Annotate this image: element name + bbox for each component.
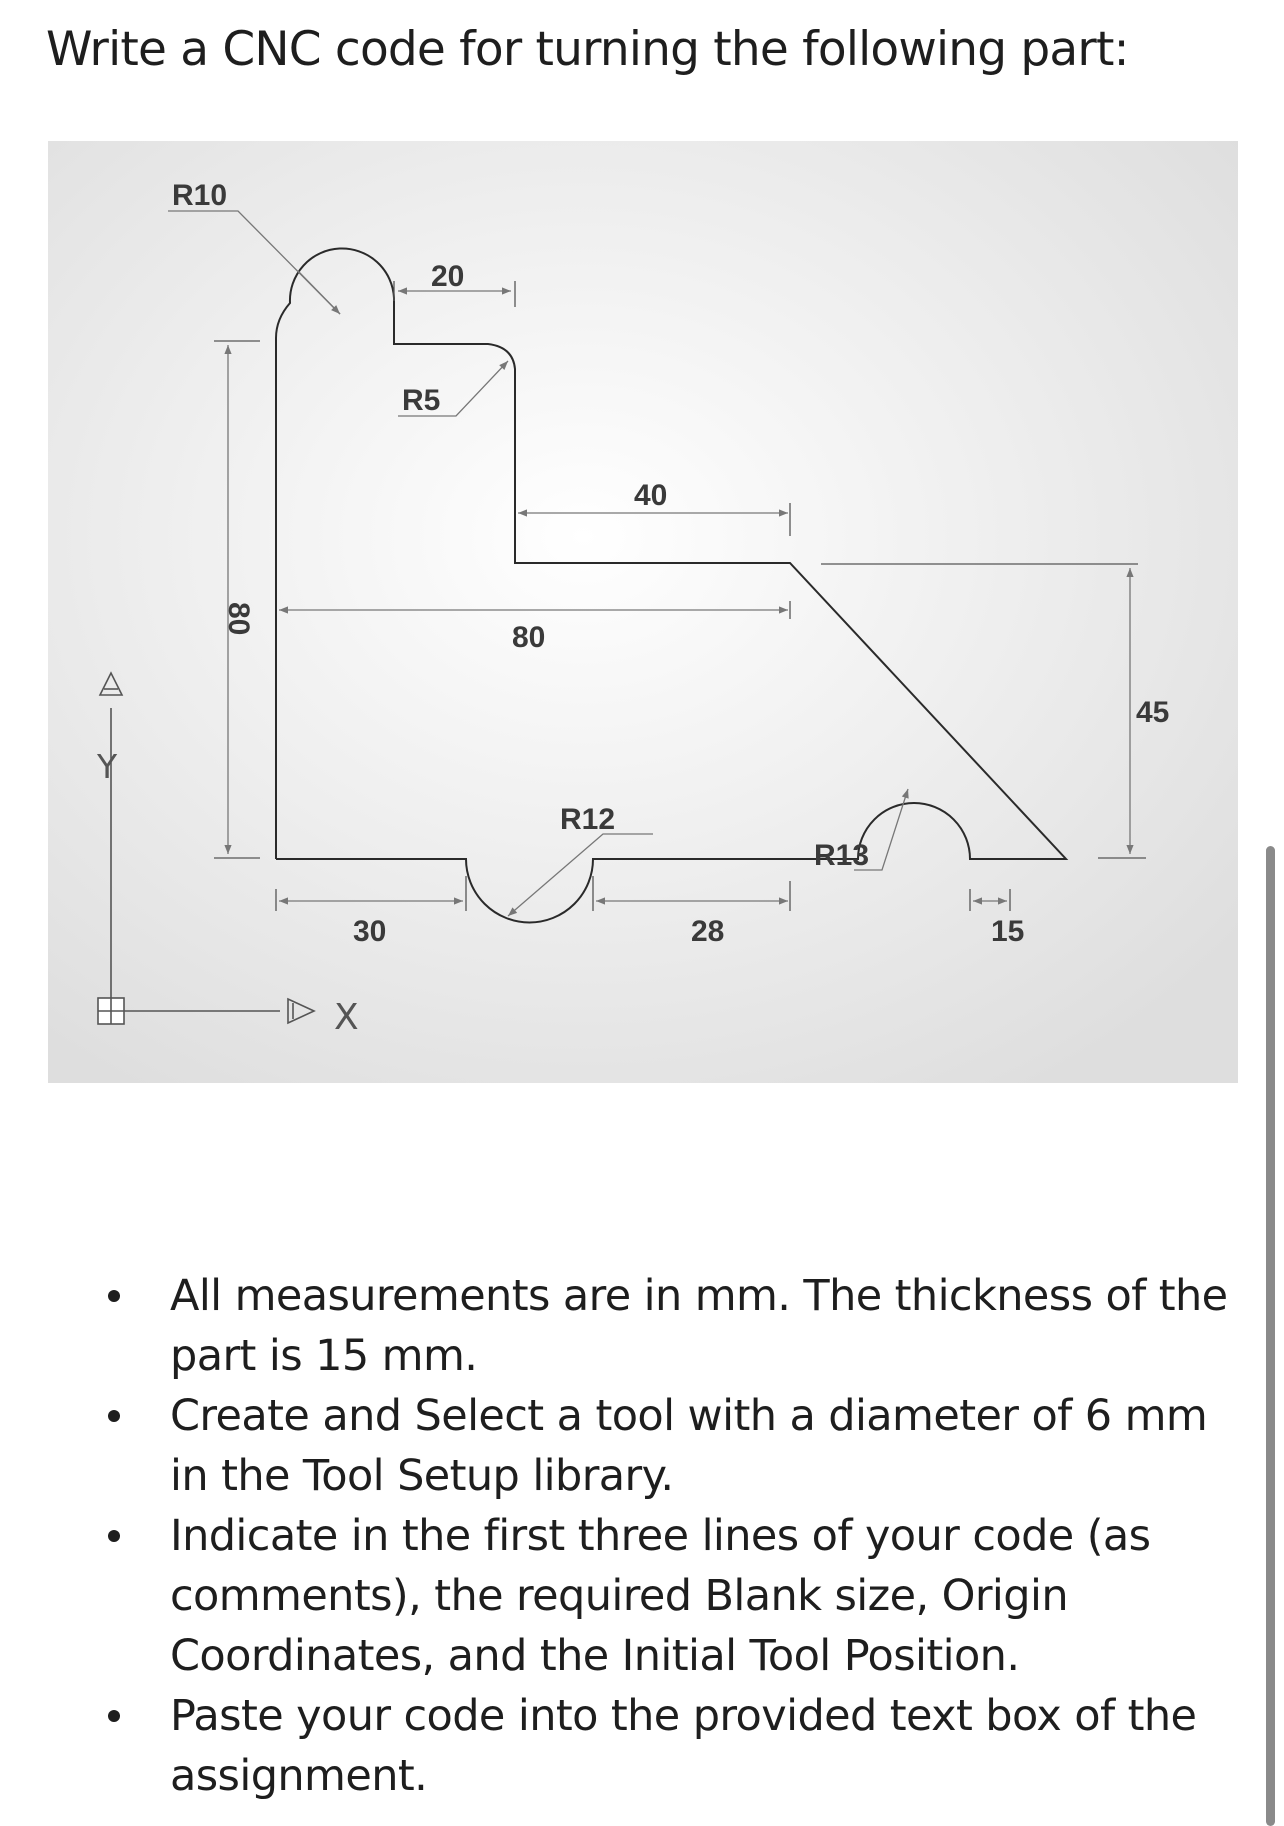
label-r10: R10: [172, 179, 228, 212]
instruction-text: Paste your code into the provided text box of the assignment.: [170, 1691, 1197, 1801]
label-r13: R13: [814, 839, 870, 872]
label-80-vertical: 80: [222, 602, 255, 636]
bullet-icon: [108, 1710, 120, 1722]
label-40: 40: [634, 479, 668, 512]
instruction-text: Indicate in the first three lines of your code (as comments), the required Blank size, Origin Coordinates, and the Initial Tool Position.: [170, 1511, 1151, 1681]
instruction-item: [108, 1506, 1248, 1686]
part-drawing: [48, 141, 1238, 1083]
scrollbar[interactable]: [1266, 846, 1275, 1826]
label-20: 20: [431, 260, 465, 293]
axis-label-x: X: [334, 997, 359, 1038]
label-15: 15: [991, 915, 1025, 948]
label-r5: R5: [402, 384, 441, 417]
part-drawing-svg: [48, 141, 1238, 1083]
instruction-list: [108, 1266, 1248, 1806]
instruction-item: [108, 1386, 1248, 1506]
instruction-text: Create and Select a tool with a diameter of 6 mm in the Tool Setup library.: [170, 1391, 1208, 1501]
instruction-item: [108, 1266, 1248, 1386]
axis-label-y: Y: [97, 747, 118, 786]
bullet-icon: [108, 1290, 120, 1302]
label-30: 30: [353, 915, 387, 948]
instruction-text: All measurements are in mm. The thickness of the part is 15 mm.: [170, 1271, 1228, 1381]
instruction-item: [108, 1686, 1248, 1806]
label-28: 28: [691, 915, 725, 948]
bullet-icon: [108, 1410, 120, 1422]
label-r12: R12: [560, 803, 616, 836]
label-45: 45: [1136, 696, 1170, 729]
label-80-horizontal: 80: [512, 621, 546, 654]
question-title: Write a CNC code for turning the following part:: [46, 22, 1129, 77]
bullet-icon: [108, 1530, 120, 1542]
